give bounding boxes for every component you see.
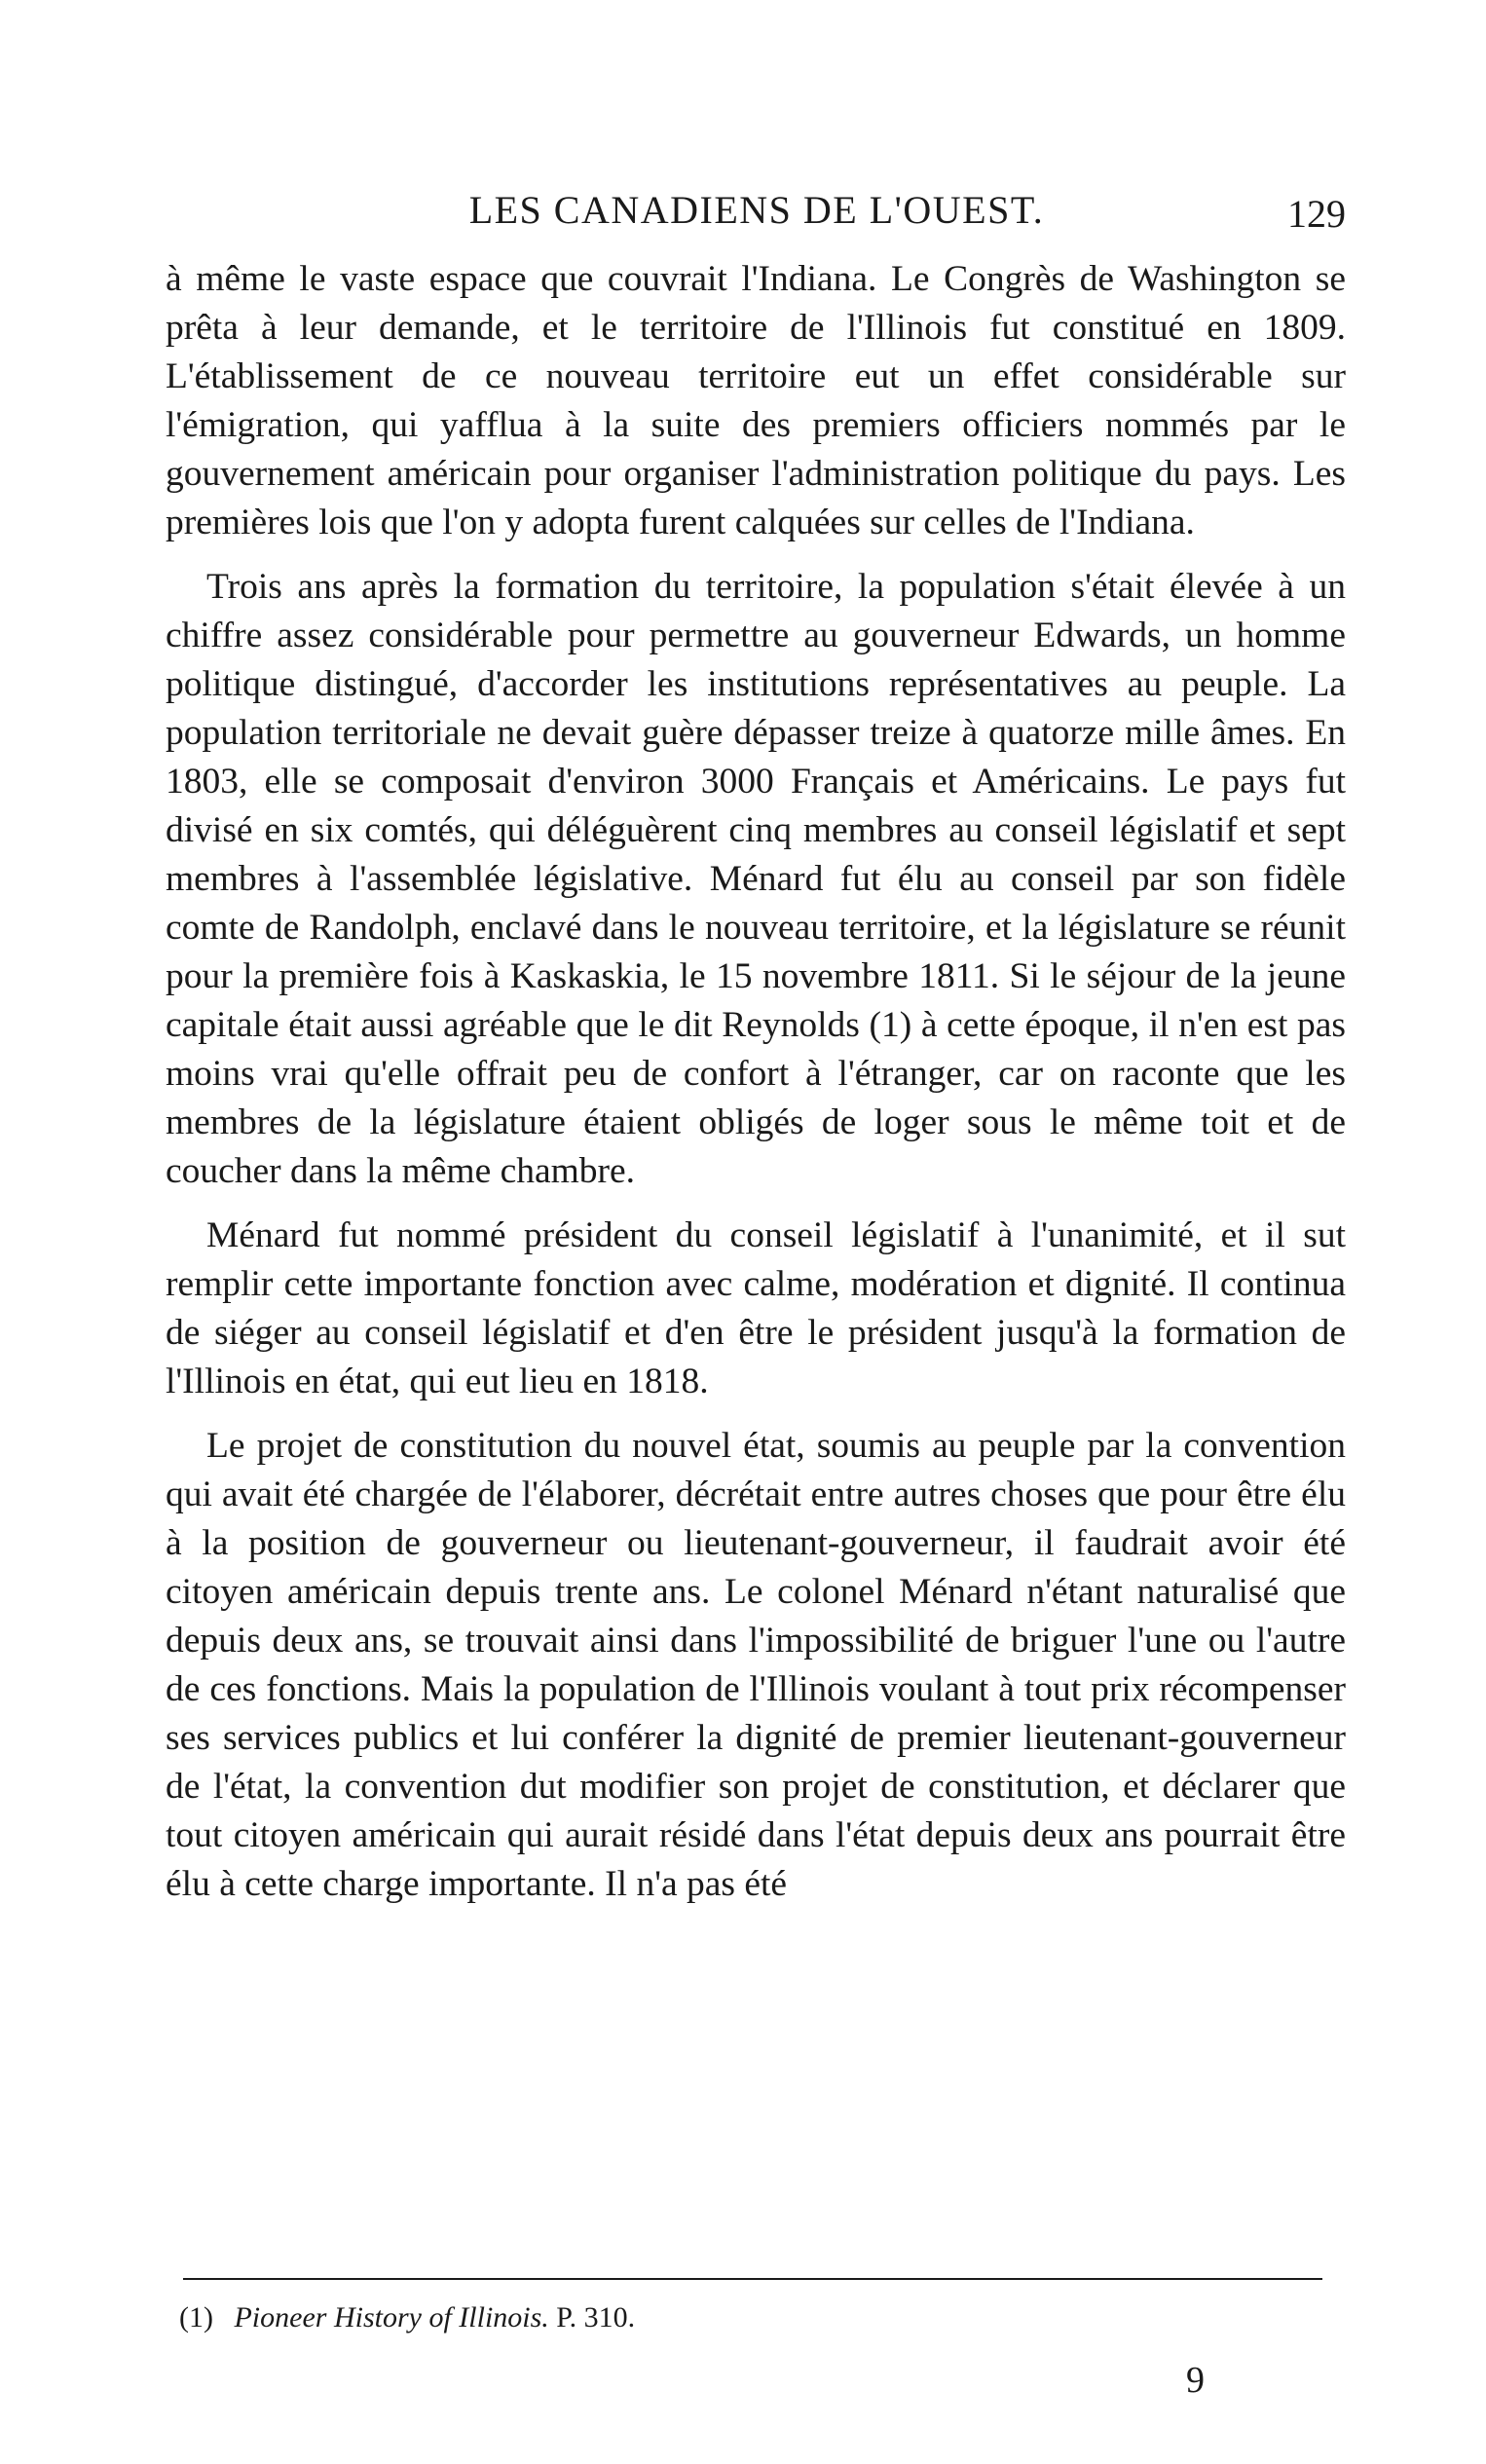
footnote-divider bbox=[183, 2278, 1322, 2280]
paragraph-4: Le projet de constitution du nouvel état, soumis au peuple par la convention qui avait été chargée de l'élaborer, décrétait entre autres choses que pour être élu à la position de gouverneur ou lieutenant-gouverneur, il faudrait avoir été citoyen américain depuis trente ans. Le colonel Ménard n'étant naturalisé que depuis deux ans, se trouvait ainsi dans l'impossibilité de briguer l'une ou l'autre de ces fonctions. Mais la population de l'Illinois voulant à tout prix récompenser ses services publics et lui conférer la dignité de premier lieutenant-gouverneur de l'état, la convention dut modifier son projet de constitution, et déclarer que tout citoyen américain qui aurait résidé dans l'état depuis deux ans pourrait être élu à cette charge importante. Il n'a pas été bbox=[166, 1426, 1346, 1904]
signature-mark: 9 bbox=[1186, 2360, 1205, 2401]
footnote-reference: P. 310. bbox=[556, 2301, 636, 2333]
footnote-title: Pioneer History of Illinois. bbox=[234, 2301, 549, 2333]
paragraph-1: à même le vaste espace que couvrait l'Indiana. Le Congrès de Washington se prêta à leur demande, et le territoire de l'Illinois fut constitué en 1809. L'établissement de ce nouveau territoire eut un effet considérable sur l'émigration, qui yafflua à la suite des premiers officiers nommés par le gouvernement américain pour organiser l'administration politique du pays. Les premières lois que l'on y adopta furent calquées sur celles de l'Indiana. bbox=[166, 259, 1346, 542]
running-title: LES CANADIENS DE L'OUEST. bbox=[468, 188, 1045, 232]
paragraph-2: Trois ans après la formation du territoire, la population s'était élevée à un chiffre assez considérable pour permettre au gouverneur Edwards, un homme politique distingué, d'accorder les institutions représentatives au peuple. La population territoriale ne devait guère dépasser treize à quatorze mille âmes. En 1803, elle se composait d'environ 3000 Français et Américains. Le pays fut divisé en six comtés, qui déléguèrent cinq membres au conseil législatif et sept membres à l'assemblée législative. Ménard fut élu au conseil par son fidèle comte de Randolph, enclavé dans le nouveau territoire, et la législature se réunit pour la première fois à Kaskaskia, le 15 novembre 1811. Si le séjour de la jeune capitale était aussi agréable que le dit Reynolds (1) à cette époque, il n'en est pas moins vrai qu'elle offrait peu de confort à l'étranger, car on raconte que les membres de la législature étaient obligés de loger sous le même toit et de coucher dans la même chambre. bbox=[166, 567, 1346, 1191]
running-header bbox=[167, 187, 1346, 236]
paragraph-3: Ménard fut nommé président du conseil législatif à l'unanimité, et il sut remplir cette importante fonction avec calme, modération et dignité. Il continua de siéger au conseil législatif et d'en être le président jusqu'à la formation de l'Illinois en état, qui eut lieu en 1818. bbox=[166, 1215, 1346, 1401]
footnote bbox=[179, 2300, 1328, 2335]
body-text bbox=[166, 255, 1346, 1924]
footnote-marker: (1) bbox=[179, 2301, 213, 2333]
page-number: 129 bbox=[1287, 192, 1346, 236]
